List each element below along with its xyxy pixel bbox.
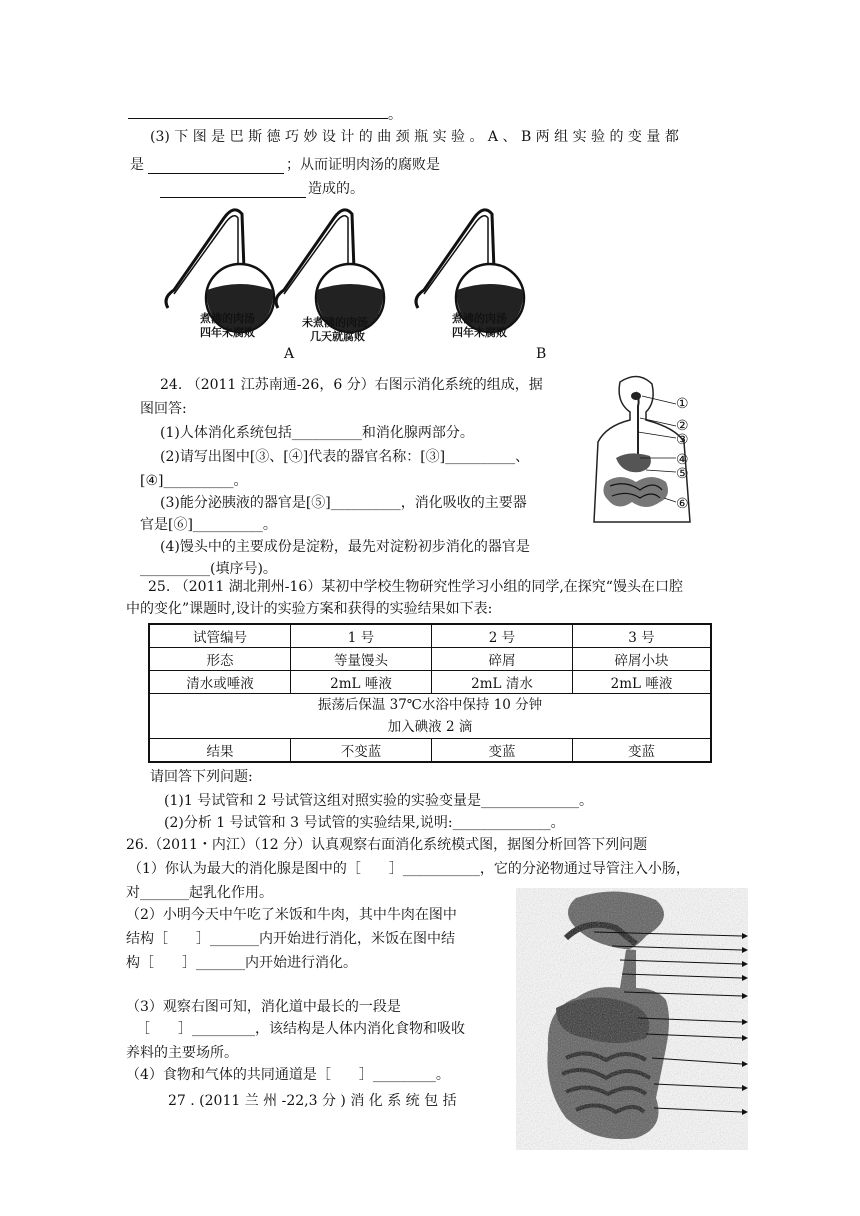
digestive-label-1: ①	[676, 396, 689, 412]
top-answer-blank	[128, 104, 388, 119]
q24-line1: 24. （2011 江苏南通-26，6 分）右图示消化系统的组成，据	[160, 377, 543, 393]
q25-line1: 25. （2011 湖北荆州-16）某初中学校生物研究性学习小组的同学,在探究“馒头在口腔	[148, 579, 683, 595]
q26-s1: （1）你认为最大的消化腺是图中的［ ］___________，它的分泌物通过导管注入小肠，	[128, 861, 690, 877]
q26-s1b: 对_______起乳化作用。	[126, 885, 273, 901]
flask-c-caption-1: 煮沸的肉汤	[452, 312, 507, 325]
table-cell: 试管编号	[149, 624, 291, 648]
table-cell: 2mL 唾液	[573, 671, 712, 694]
q3-line2-a: 是	[130, 157, 144, 173]
q27-line1: 27 . (2011 兰 州 -22,3 分 ) 消 化 系 统 包 括	[168, 1093, 457, 1109]
digestive-label-2: ②	[676, 418, 689, 434]
table-row	[149, 694, 711, 739]
q25-s1: (1)1 号试管和 2 号试管这组对照实验的实验变量是______________。	[164, 793, 593, 809]
q24-s4b: __________(填序号)。	[140, 561, 277, 577]
q26-s3c: 养料的主要场所。	[126, 1045, 238, 1061]
flask-c-caption-2: 四年未腐败	[452, 326, 507, 339]
table-row	[149, 671, 711, 694]
q3-blank-2	[160, 183, 306, 198]
q3-line2-b: ；从而证明肉汤的腐败是	[286, 157, 440, 173]
digestive-label-6: ⑥	[676, 496, 689, 512]
table-row	[149, 624, 711, 648]
table-cell: 等量馒头	[291, 648, 432, 671]
table-cell: 1 号	[291, 624, 432, 648]
flask-label-b: B	[536, 346, 547, 362]
q24-s2: (2)请写出图中[③、[④]代表的器官名称：[③]__________、	[160, 449, 530, 465]
experiment-table	[148, 623, 712, 763]
table-cell: 碎屑小块	[573, 648, 712, 671]
q3-line1: (3) 下 图 是 巴 斯 德 巧 妙 设 计 的 曲 颈 瓶 实 验 。 A 、 B 两 组 实 验 的 变 量 都	[150, 129, 679, 145]
table-cell: 变蓝	[573, 739, 712, 763]
q3-blank-1	[148, 159, 284, 174]
table-cell: 结果	[149, 739, 291, 763]
q24-line2: 图回答:	[140, 401, 187, 417]
table-cell: 碎屑	[432, 648, 573, 671]
table-row	[149, 739, 711, 763]
digestive-label-5: ⑤	[676, 466, 689, 482]
table-cell: 2mL 唾液	[291, 671, 432, 694]
q26-s3b: ［ ］_________，该结构是人体内消化食物和吸收	[136, 1021, 465, 1037]
q26-s2: （2）小明今天中午吃了米饭和牛肉，其中牛肉在图中	[126, 907, 457, 923]
flask-b-icon	[276, 210, 384, 332]
table-cell: 不变蓝	[291, 739, 432, 763]
flask-b-caption-2: 几天就腐败	[310, 330, 365, 343]
q24-s3: (3)能分泌胰液的器官是[⑤]__________，消化吸收的主要器	[160, 495, 527, 511]
table-cell: 2 号	[432, 624, 573, 648]
q24-s4: (4)馒头中的主要成份是淀粉，最先对淀粉初步消化的器官是	[160, 539, 530, 555]
q26-s4: （4）食物和气体的共同通道是［ ］_________。	[126, 1067, 450, 1083]
table-cell: 变蓝	[432, 739, 573, 763]
flask-a-caption-2: 四年未腐败	[200, 326, 255, 339]
q24-s3b: 官是[⑥]__________。	[140, 517, 277, 533]
q24-s2b: [④]__________。	[140, 473, 248, 489]
digestive-label-4: ④	[676, 452, 689, 468]
q26-line1: 26.（2011・内江）（12 分）认真观察右面消化系统模式图，据图分析回答下列问题	[126, 837, 648, 853]
top-fragment: 。	[388, 107, 402, 123]
table-row	[149, 648, 711, 671]
q25-line2: 中的变化”课题时,设计的实验方案和获得的实验结果如下表:	[126, 601, 493, 617]
table-cell: 2mL 清水	[432, 671, 573, 694]
q26-s2c: 构［ ］_______内开始进行消化。	[126, 955, 357, 971]
table-merged-line-1: 振荡后保温 37℃水浴中保持 10 分钟	[317, 697, 543, 713]
table-merged-line-2: 加入碘液 2 滴	[387, 719, 473, 735]
q25-s2: (2)分析 1 号试管和 3 号试管的实验结果,说明:______________。	[164, 815, 565, 831]
q26-s2b: 结构［ ］_______内开始进行消化，米饭在图中结	[126, 931, 455, 947]
table-cell: 清水或唾液	[149, 671, 291, 694]
q24-s1: (1)人体消化系统包括__________和消化腺两部分。	[160, 425, 474, 441]
digestive-model-figure	[516, 888, 748, 1150]
digestive-label-3: ③	[676, 432, 689, 448]
table-cell: 形态	[149, 648, 291, 671]
table-merged-cell	[149, 694, 711, 739]
q3-line3-end: 造成的。	[308, 181, 364, 197]
flask-a-caption-1: 煮沸的肉汤	[200, 312, 255, 325]
q25-prompt: 请回答下列问题:	[150, 769, 253, 785]
flask-b-caption-1: 未煮沸的肉汤	[302, 316, 368, 329]
q26-s3: （3）观察右图可知，消化道中最长的一段是	[126, 999, 401, 1015]
table-cell: 3 号	[573, 624, 712, 648]
flask-label-a: A	[284, 346, 295, 362]
